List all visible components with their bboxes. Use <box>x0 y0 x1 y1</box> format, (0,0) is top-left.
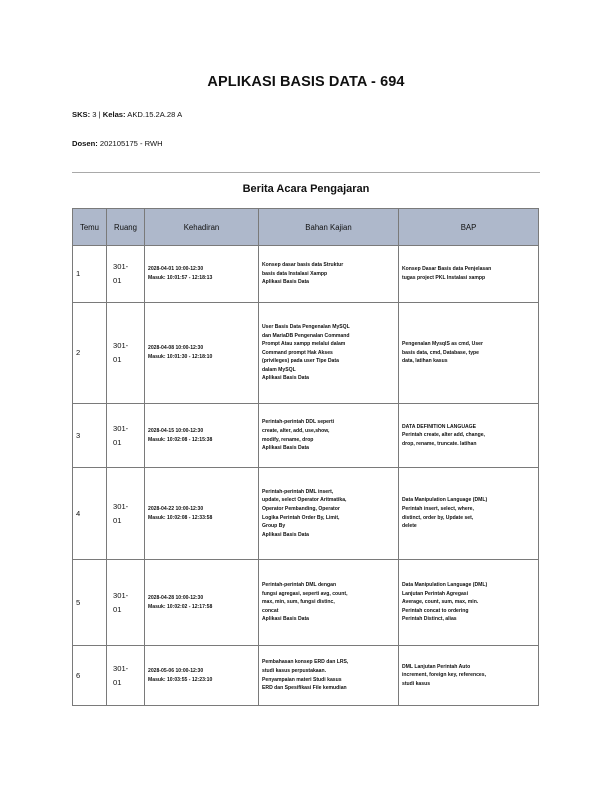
bap-cell <box>399 246 539 303</box>
ruang-cell <box>107 646 145 706</box>
bap-cell <box>399 468 539 560</box>
kehadiran-cell-line: Masuk: 10:02:02 - 12:17:58 <box>148 603 213 610</box>
bahan-kajian-cell-line: update, select Operator Aritmatika, <box>262 497 347 504</box>
bahan-kajian-cell-line: Penyampaian materi Studi kasus <box>262 676 342 683</box>
bahan-kajian-cell-line: modify, rename, drop <box>262 436 314 443</box>
ruang-cell-line: 301- <box>113 501 129 511</box>
ruang-cell-line: 301- <box>113 590 129 600</box>
kehadiran-cell <box>145 303 259 404</box>
sks-value: 3 <box>92 110 97 119</box>
ruang-cell <box>107 404 145 468</box>
ruang-cell-line: 301- <box>113 663 129 673</box>
table-row <box>73 404 539 468</box>
bahan-kajian-cell-line: concat <box>262 607 279 614</box>
header-temu: Temu <box>73 209 107 246</box>
bahan-kajian-cell-line: basis data Instalasi Xampp <box>262 270 328 277</box>
temu-cell: 6 <box>73 646 107 706</box>
page-title: APLIKASI BASIS DATA - 694 <box>207 74 405 90</box>
kehadiran-cell-line: Masuk: 10:01:30 - 12:18:10 <box>148 354 213 360</box>
kehadiran-cell-line: Masuk: 10:03:55 - 12:23:10 <box>148 676 213 683</box>
temu-cell: 3 <box>73 404 107 468</box>
bap-cell-line: data, latihan kasus <box>402 358 448 365</box>
meta-separator: | <box>98 110 101 119</box>
divider <box>72 172 540 173</box>
table-row <box>73 560 539 646</box>
kehadiran-cell <box>145 246 259 303</box>
ruang-cell-line: 01 <box>113 355 122 364</box>
bap-cell <box>399 646 539 706</box>
bahan-kajian-cell-line: Aplikasi Basis Data <box>262 375 309 382</box>
header-ruang: Ruang <box>107 209 145 246</box>
temu-cell: 2 <box>73 303 107 404</box>
ruang-cell-line: 301- <box>113 341 129 350</box>
bap-cell-line: tugas project PKL Instalasi xampp <box>402 275 486 281</box>
kehadiran-cell <box>145 646 259 706</box>
bap-cell-line: Data Manipulation Language (DML) <box>402 582 488 589</box>
bap-cell-line: Perintah create, alter add, change, <box>402 432 485 439</box>
kehadiran-cell-line: 2028-05-06 10:00-12:30 <box>148 667 204 674</box>
bap-cell-line: Lanjutan Perintah Agregasi <box>402 590 469 597</box>
kelas-label: Kelas: <box>102 110 126 119</box>
bahan-kajian-cell-line: Logika Perintah Order By, Limit, <box>262 514 340 521</box>
kehadiran-cell-line: 2028-04-15 10:00-12:30 <box>148 427 204 434</box>
bap-cell-line: distinct, order by, Update set, <box>402 514 474 521</box>
bahan-kajian-cell-line: ERD dan Spesifikasi File kemudian <box>262 685 347 692</box>
bap-cell-line: Average, count, sum, max, min. <box>402 599 479 606</box>
bahan-kajian-cell <box>259 303 399 404</box>
bahan-kajian-cell-line: Aplikasi Basis Data <box>262 445 309 452</box>
ruang-cell-line: 01 <box>113 604 122 614</box>
bahan-kajian-cell-line: User Basis Data Pengenalan MySQL <box>262 323 350 330</box>
bahan-kajian-cell-line: Operator Pembanding, Operator <box>262 505 340 512</box>
ruang-cell <box>107 468 145 560</box>
kehadiran-cell-line: Masuk: 10:02:08 - 12:15:38 <box>148 436 213 443</box>
header-bap: BAP <box>399 209 539 246</box>
teaching-log-table <box>72 208 539 706</box>
kehadiran-cell <box>145 468 259 560</box>
bahan-kajian-cell <box>259 246 399 303</box>
bahan-kajian-cell <box>259 468 399 560</box>
ruang-cell <box>107 303 145 404</box>
bap-cell-line: Perintah Distinct, alias <box>402 616 457 623</box>
bahan-kajian-cell-line: Command prompt Hak Akses <box>262 349 333 356</box>
bap-cell-line: increment, foreign key, references, <box>402 672 486 679</box>
table-row <box>73 246 539 303</box>
course-meta <box>72 110 182 119</box>
section-title: Berita Acara Pengajaran <box>242 183 370 195</box>
bahan-kajian-cell <box>259 404 399 468</box>
ruang-cell-line: 301- <box>113 262 129 271</box>
bahan-kajian-cell-line: Aplikasi Basis Data <box>262 616 309 623</box>
bahan-kajian-cell-line: Perintah-perintah DDL seperti <box>262 419 335 426</box>
ruang-cell <box>107 560 145 646</box>
bap-cell <box>399 404 539 468</box>
kehadiran-cell-line: 2028-04-22 10:00-12:30 <box>148 505 204 512</box>
sks-label: SKS: <box>72 110 91 119</box>
bahan-kajian-cell-line: Perintah-perintah DML insert, <box>262 488 334 495</box>
kehadiran-cell-line: 2028-04-01 10:00-12:30 <box>148 266 204 273</box>
bahan-kajian-cell-line: Group By <box>262 523 286 530</box>
kehadiran-cell-line: 2028-04-08 10:00-12:30 <box>148 345 204 352</box>
bap-cell-line: delete <box>402 523 417 530</box>
kehadiran-cell <box>145 560 259 646</box>
bap-cell-line: Pengenalan MysqlS as cmd, User <box>402 341 483 348</box>
lecturer-meta <box>72 139 163 148</box>
bahan-kajian-cell-line: Pembahasan konsep ERD dan LRS, <box>262 659 349 666</box>
dosen-value: 202105175 - RWH <box>99 139 163 148</box>
bahan-kajian-cell-line: create, alter, add, use,show, <box>262 427 330 434</box>
table-row <box>73 303 539 404</box>
kehadiran-cell <box>145 404 259 468</box>
bap-cell <box>399 303 539 404</box>
bahan-kajian-cell-line: (privileges) pada user Tipe Data <box>262 358 339 365</box>
kehadiran-cell-line: Masuk: 10:02:08 - 12:33:58 <box>148 514 213 521</box>
bap-cell-line: Perintah insert, select, where, <box>402 505 474 512</box>
bahan-kajian-cell-line: Aplikasi Basis Data <box>262 279 309 286</box>
bahan-kajian-cell-line: max, min, sum, fungsi distinc, <box>262 599 335 606</box>
ruang-cell-line: 01 <box>113 677 122 687</box>
bap-cell <box>399 560 539 646</box>
bap-cell-line: Data Manipulation Language (DML) <box>402 497 488 504</box>
bahan-kajian-cell-line: dan MariaDB Pengenalan Command <box>262 332 350 339</box>
table-row <box>73 646 539 706</box>
table-row <box>73 468 539 560</box>
bap-cell-line: Perintah concat to ordering <box>402 607 469 614</box>
ruang-cell-line: 01 <box>113 276 122 285</box>
bap-cell-line: Konsep Dasar Basis data Penjelasan <box>402 266 492 273</box>
kelas-value: AKD.15.2A.28 A <box>127 110 183 119</box>
bap-cell-line: drop, rename, truncate. latihan <box>402 440 477 447</box>
bahan-kajian-cell <box>259 646 399 706</box>
bahan-kajian-cell <box>259 560 399 646</box>
ruang-cell <box>107 246 145 303</box>
kehadiran-cell-line: 2028-04-28 10:00-12:30 <box>148 594 204 601</box>
bahan-kajian-cell-line: fungsi agregasi, seperti avg, count, <box>262 590 348 597</box>
ruang-cell-line: 01 <box>113 437 122 447</box>
ruang-cell-line: 301- <box>113 423 129 433</box>
bahan-kajian-cell-line: Konsep dasar basis data Struktur <box>262 262 344 269</box>
temu-cell: 4 <box>73 468 107 560</box>
table-header-row <box>73 209 539 246</box>
bahan-kajian-cell-line: Aplikasi Basis Data <box>262 531 309 538</box>
bahan-kajian-cell-line: dalam MySQL <box>262 366 296 373</box>
bap-cell-line: basis data, cmd, Database, type <box>402 349 480 356</box>
bahan-kajian-cell-line: Perintah-perintah DML dengan <box>262 582 337 589</box>
header-bahan-kajian: Bahan Kajian <box>259 209 399 246</box>
kehadiran-cell-line: Masuk: 10:01:57 - 12:18:13 <box>148 275 213 281</box>
bahan-kajian-cell-line: studi kasus perpustakaan. <box>262 667 326 674</box>
bap-cell-line: studi kasus <box>402 680 431 687</box>
bap-cell-line: DML Lanjutan Perintah Auto <box>402 663 471 670</box>
temu-cell: 1 <box>73 246 107 303</box>
bap-cell-line: DATA DEFINITION LANGUAGE <box>402 423 477 430</box>
temu-cell: 5 <box>73 560 107 646</box>
ruang-cell-line: 01 <box>113 515 122 525</box>
bahan-kajian-cell-line: Prompt Atau xampp melalui dalam <box>262 341 346 348</box>
header-kehadiran: Kehadiran <box>145 209 259 246</box>
dosen-label: Dosen: <box>72 139 98 148</box>
